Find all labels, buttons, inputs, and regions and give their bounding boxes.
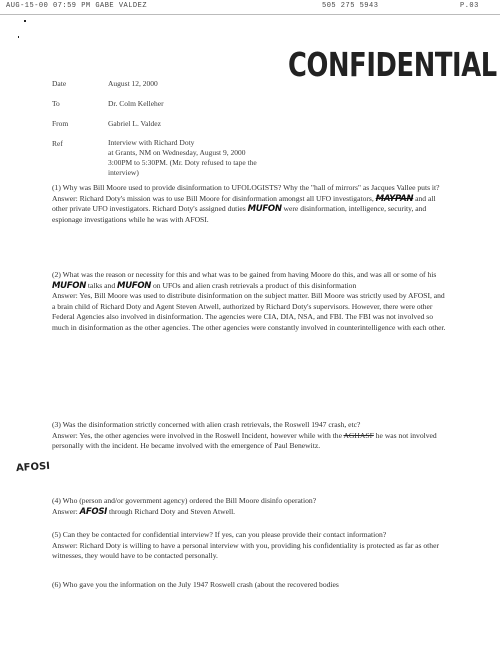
handwritten-insert: AFOSI: [79, 506, 108, 517]
date-label: Date: [52, 79, 67, 88]
answer-4: Answer: AFOSI through Richard Doty and Steven Atwell.: [52, 506, 236, 517]
question-1: (1) Why was Bill Moore used to provide disinformation to UFOLOGISTS? Why the "hall of mirrors" as Jacques Vallee puts it?: [52, 183, 440, 192]
handwritten-insert: MUFON: [247, 204, 282, 214]
scan-speck: [24, 20, 26, 22]
question-4: (4) Who (person and/or government agency) ordered the Bill Moore disinfo operation?: [52, 496, 317, 505]
margin-handwritten-note: AFOSI: [15, 460, 51, 475]
ref-line: interview): [108, 168, 139, 177]
qa-block-3: [52, 420, 448, 452]
qa-block-5: [52, 530, 448, 562]
redaction-mark: MUFON: [52, 280, 87, 291]
answer-5: Answer: Richard Doty is willing to have a personal interview with you, providing his confidentiality is protected as far as other witnesses, they would have to be contacted personally.: [52, 540, 439, 560]
question-3: (3) Was the disinformation strictly concerned with alien crash retrievals, the Roswell 1947 crash, etc?: [52, 420, 361, 429]
answer-2: Answer: Yes, Bill Moore was used to distribute disinformation on the subject matter. Bill Moore was strictly used by AFOSI, and a brain child of Richard Doty and Agent Steven Atwell, authorized by Richard Doty's supervisors. However, there were other Federal Agencies also involved in disinformation. The agencies were CIA, DIA, NSA, and FBI. The FBI was not involved so much in disinformation as the other agencies. The other agencies were constantly involved in counterintelligence with each other.: [52, 291, 446, 332]
ref-label: Ref: [52, 139, 63, 148]
fax-sender-line: AUG-15-00 07:59 PM GABE VALDEZ: [6, 2, 148, 10]
fax-header-rule: [0, 14, 500, 15]
fax-number: 505 275 5943: [322, 2, 379, 10]
fax-page-number: P.03: [460, 2, 479, 10]
to-label: To: [52, 99, 60, 108]
qa-block-1: [52, 183, 448, 225]
qa-block-6: [52, 580, 448, 591]
fax-header: [6, 2, 490, 14]
qa-block-2: [52, 270, 448, 333]
question-2: (2) What was the reason or necessity for this and what was to be gained from having Moore do this, and was all or some of his MUFON talks and MUFON on UFOs and alien crash retrievals a product of this disinformation: [52, 270, 437, 291]
question-5: (5) Can they be contacted for confidential interview? If yes, can you please provide their contact information?: [52, 530, 387, 539]
answer-3: Answer: Yes, the other agencies were involved in the Roswell Incident, however while with the AGHASF he was not involved personally with the incident. He became involved with the emergence of Paul Benewitz.: [52, 430, 437, 450]
from-label: From: [52, 119, 69, 128]
ref-line: 3:00PM to 5:30PM. (Mr. Doty refused to tape the: [108, 158, 257, 167]
to-value: Dr. Colm Kelleher: [108, 99, 164, 108]
ref-line: Interview with Richard Doty: [108, 138, 195, 147]
scan-speck: [18, 36, 19, 38]
ref-lines: [108, 138, 257, 178]
confidential-stamp: CONFIDENTIAL: [288, 45, 497, 84]
strikethrough-text: AGHASF: [343, 430, 374, 440]
redaction-mark: MAYPAN: [375, 193, 414, 204]
date-value: August 12, 2000: [108, 79, 158, 88]
answer-1: Answer: Richard Doty's mission was to use Bill Moore for disinformation amongst all UFO investigators, MAYPAN and all other private UFO investigators. Richard Doty's assigned duties MUFON were disinformation, intelligence, security, and espionage investigations while he was with AFOSI.: [52, 193, 436, 224]
redaction-mark: MUFON: [117, 280, 152, 291]
question-6: (6) Who gave you the information on the July 1947 Roswell crash (about the recovered bodies: [52, 580, 339, 589]
ref-line: at Grants, NM on Wednesday, August 9, 2000: [108, 148, 246, 157]
qa-block-4: [52, 496, 448, 517]
from-value: Gabriel L. Valdez: [108, 119, 161, 128]
